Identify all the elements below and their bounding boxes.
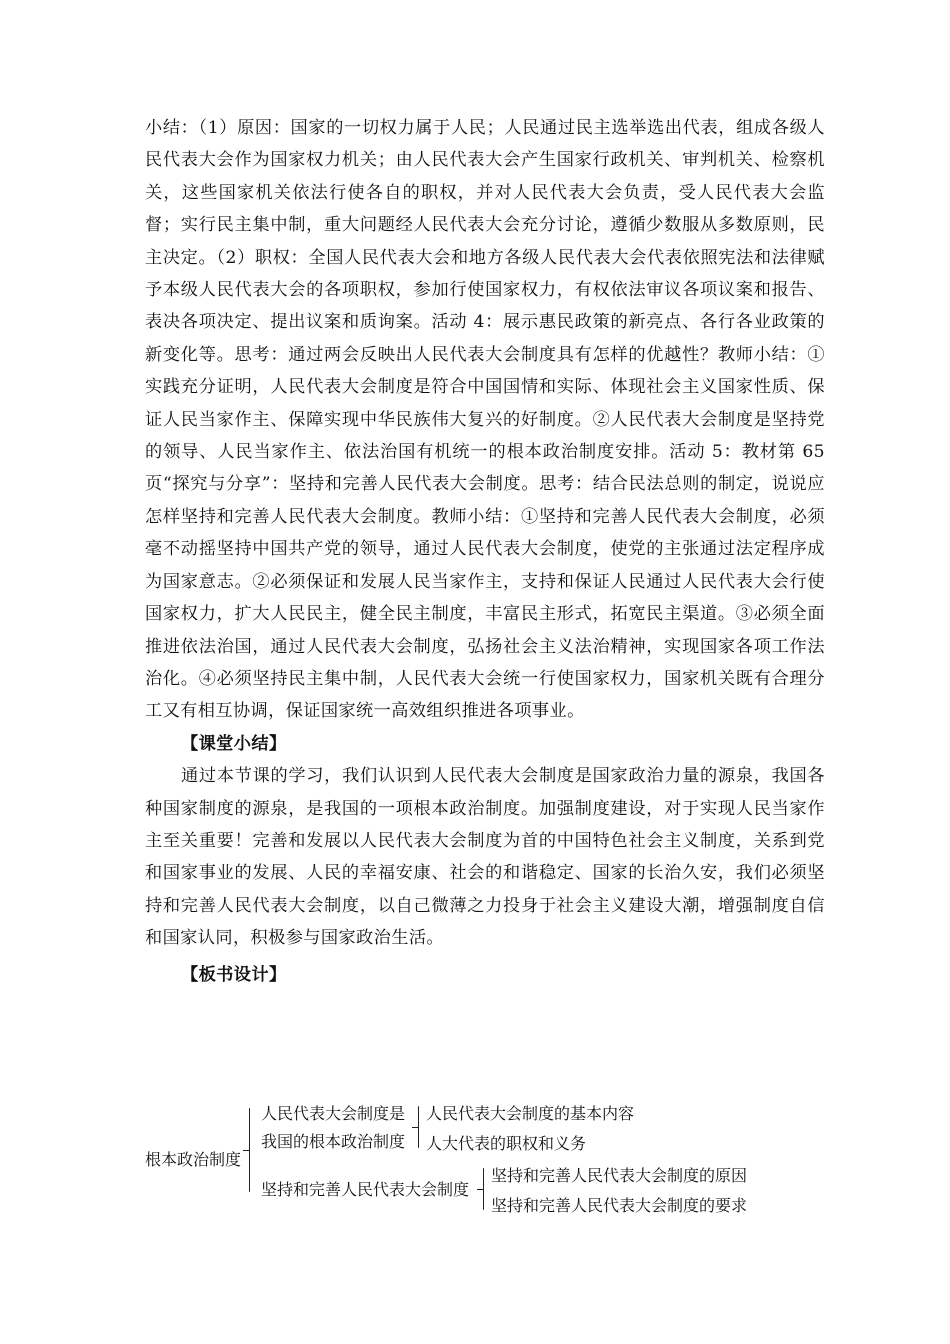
board-branch2-leaf2: 坚持和完善人民代表大会制度的要求 [491,1196,748,1215]
branch1-brace [418,1106,419,1148]
class-summary-heading: 【课堂小结】 [181,733,287,754]
board-design-diagram [145,1098,825,1228]
board-design-heading: 【板书设计】 [181,964,287,985]
root-brace [249,1108,250,1192]
branch2-brace [483,1168,484,1210]
board-branch1-line1: 人民代表大会制度是 [261,1104,406,1123]
document-body [145,112,825,991]
board-branch2: 坚持和完善人民代表大会制度 [261,1180,470,1199]
board-branch2-leaf1: 坚持和完善人民代表大会制度的原因 [491,1166,748,1185]
board-branch1-line2: 我国的根本政治制度 [261,1132,406,1151]
board-branch1-leaf1: 人民代表大会制度的基本内容 [426,1104,635,1123]
summary-paragraph: 小结：（1）原因：国家的一切权力属于人民；人民通过民主选举选出代表，组成各级人民代表大会作为国家权力机关；由人民代表大会产生国家行政机关、审判机关、检察机关，这些国家机关依法行使各自的职权，并对人民代表大会负责，受人民代表大会监督；实行民主集中制，重大问题经人民代表大会充分讨论，遵循少数服从多数原则，民主决定。（2）职权：全国人民代表大会和地方各级人民代表大会代表依照宪法和法律赋予本级人民代表大会的各项职权，参加行使国家权力，有权依法审议各项议案和报告、表决各项决定、提出议案和质询案。活动 4：展示惠民政策的新亮点、各行各业政策的新变化等。思考：通过两会反映出人民代表大会制度具有怎样的优越性？教师小结：①实践充分证明，人民代表大会制度是符合中国国情和实际、体现社会主义国家性质、保证人民当家作主、保障实现中华民族伟大复兴的好制度。②人民代表大会制度是坚持党的领导、人民当家作主、依法治国有机统一的根本政治制度安排。活动 5：教材第 65 页“探究与分享”：坚持和完善人民代表大会制度。思考：结合民法总则的制定，说说应怎样坚持和完善人民代表大会制度。教师小结：①坚持和完善人民代表大会制度，必须毫不动摇坚持中国共产党的领导，通过人民代表大会制度，使党的主张通过法定程序成为国家意志。②必须保证和发展人民当家作主，支持和保证人民通过人民代表大会行使国家权力，扩大人民民主，健全民主制度，丰富民主形式，拓宽民主渠道。③必须全面推进依法治国，通过人民代表大会制度，弘扬社会主义法治精神，实现国家各项工作法治化。④必须坚持民主集中制，人民代表大会统一行使国家权力，国家机关既有合理分工又有相互协调，保证国家统一高效组织推进各项事业。 [145,118,825,722]
class-summary-paragraph: 通过本节课的学习，我们认识到人民代表大会制度是国家政治力量的源泉，我国各种国家制度的源泉，是我国的一项根本政治制度。加强制度建设，对于实现人民当家作主至关重要！完善和发展以人民代表大会制度为首的中国特色社会主义制度，关系到党和国家事业的发展、人民的幸福安康、社会的和谐稳定、国家的长治久安，我们必须坚持和完善人民代表大会制度，以自己微薄之力投身于社会主义建设大潮，增强制度自信和国家认同，积极参与国家政治生活。 [145,766,825,949]
board-root: 根本政治制度 [145,1150,242,1169]
board-branch1-leaf2: 人大代表的职权和义务 [426,1134,587,1153]
